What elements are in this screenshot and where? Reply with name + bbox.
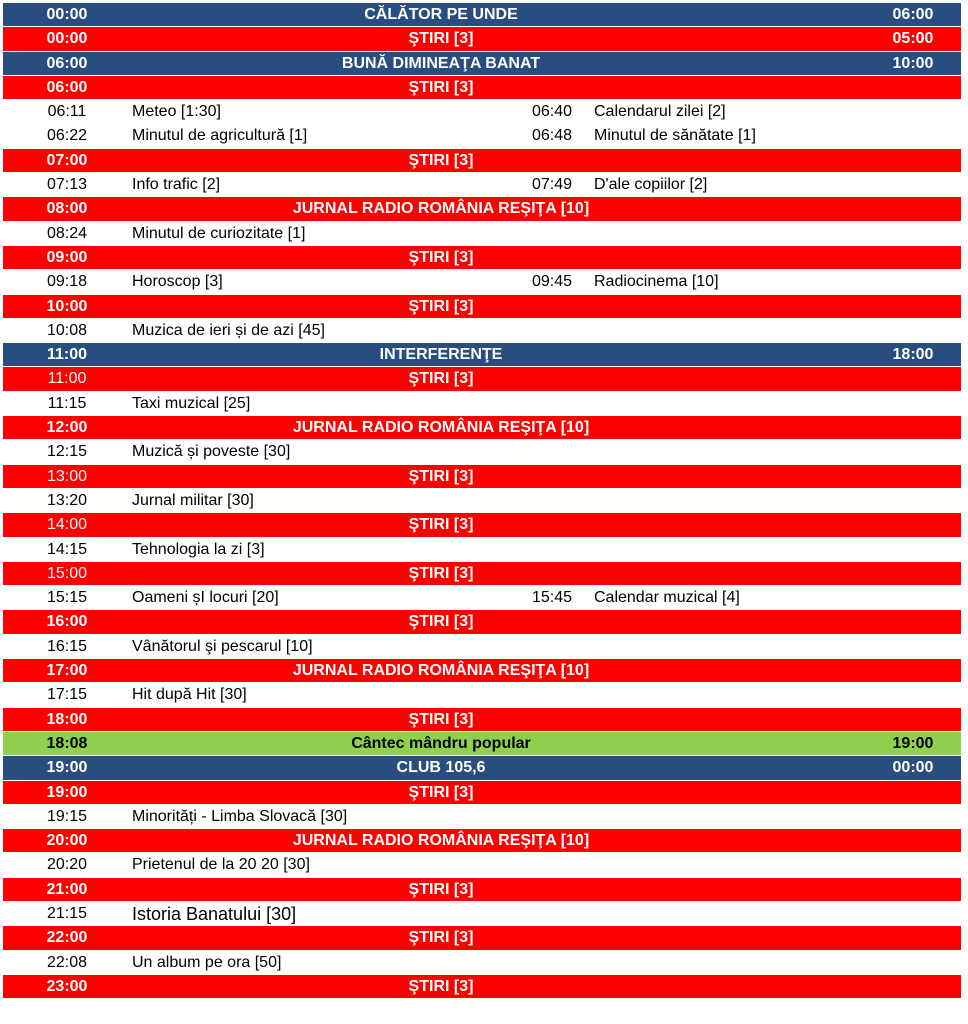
program-name-secondary: Calendarul zilei [2] (594, 103, 726, 121)
program-time: 10:08 (46, 321, 88, 339)
start-time: 06:00 (46, 78, 88, 96)
start-time: 22:00 (46, 929, 88, 947)
end-time: 00:00 (892, 759, 934, 777)
end-time: 18:00 (892, 346, 934, 364)
news-row (3, 416, 961, 440)
program-row (3, 538, 961, 562)
program-name: Meteo [1:30] (132, 103, 221, 121)
program-title: JURNAL RADIO ROMÂNIA REŞIŢA [10] (292, 662, 590, 680)
program-name: Jurnal militar [30] (132, 491, 254, 509)
program-row (3, 100, 961, 124)
program-title: ŞTIRI [3] (408, 151, 474, 169)
program-row (3, 586, 961, 610)
program-title: ŞTIRI [3] (408, 78, 474, 96)
news-row (3, 465, 961, 489)
program-row (3, 124, 961, 148)
program-title: ŞTIRI [3] (408, 248, 474, 266)
news-row (3, 829, 961, 853)
program-time: 08:24 (46, 224, 88, 242)
program-name: Vânătorul şi pescarul [10] (132, 637, 313, 655)
program-time: 17:15 (46, 686, 88, 704)
program-title: ŞTIRI [3] (408, 516, 474, 534)
program-title: BUNĂ DIMINEAŢA BANAT (341, 54, 541, 72)
program-row (3, 683, 961, 707)
program-title: JURNAL RADIO ROMÂNIA REŞIŢA [10] (292, 200, 590, 218)
show-header-row (3, 756, 961, 780)
program-name-secondary: Minutul de sănătate [1] (594, 127, 756, 145)
program-title: ŞTIRI [3] (408, 783, 474, 801)
start-time: 00:00 (46, 6, 88, 23)
program-row (3, 853, 961, 877)
program-time: 16:15 (46, 637, 88, 655)
program-name: Muzică și poveste [30] (132, 443, 291, 461)
start-time: 06:00 (46, 54, 88, 72)
start-time: 19:00 (46, 783, 88, 801)
start-time: 19:00 (46, 759, 88, 777)
program-row (3, 902, 961, 926)
program-title: ŞTIRI [3] (408, 30, 474, 48)
start-time: 18:00 (46, 710, 88, 728)
news-row (3, 76, 961, 100)
news-row (3, 659, 961, 683)
program-time: 15:15 (46, 589, 88, 607)
program-title: ŞTIRI [3] (408, 880, 474, 898)
program-title: ŞTIRI [3] (408, 929, 474, 947)
news-row (3, 197, 961, 221)
program-name: Tehnologia la zi [3] (132, 540, 265, 558)
program-row (3, 951, 961, 975)
show-header-row (3, 3, 961, 27)
program-row (3, 489, 961, 513)
program-time: 12:15 (46, 443, 88, 461)
start-time: 16:00 (46, 613, 88, 631)
program-name: Muzica de ieri și de azi [45] (132, 321, 325, 339)
start-time: 13:00 (46, 467, 88, 485)
program-name-secondary: D'ale copiilor [2] (594, 176, 708, 194)
start-time: 07:00 (46, 151, 88, 169)
news-row (3, 781, 961, 805)
program-title: ŞTIRI [3] (408, 467, 474, 485)
program-name: Info trafic [2] (132, 176, 221, 194)
news-row (3, 27, 961, 51)
end-time: 19:00 (892, 734, 934, 752)
start-time: 11:00 (47, 370, 87, 388)
news-row (3, 149, 961, 173)
program-name-secondary: Radiocinema [10] (594, 273, 719, 291)
start-time: 12:00 (46, 419, 88, 437)
program-time: 14:15 (46, 540, 88, 558)
start-time: 17:00 (46, 662, 88, 680)
program-title: ŞTIRI [3] (408, 613, 474, 631)
program-time: 13:20 (46, 491, 88, 509)
program-name: Hit după Hit [30] (132, 686, 247, 704)
program-name: Minorități - Limba Slovacă [30] (132, 807, 348, 825)
program-time: 06:11 (47, 103, 87, 121)
program-title: JURNAL RADIO ROMÂNIA REŞIŢA [10] (292, 419, 590, 437)
news-row (3, 878, 961, 902)
show-header-row (3, 343, 961, 367)
program-name: Taxi muzical [25] (132, 394, 251, 412)
program-name: Istoria Banatului [30] (132, 903, 297, 924)
news-row (3, 246, 961, 270)
program-time-secondary: 15:45 (531, 589, 573, 607)
start-time: 09:00 (46, 248, 88, 266)
program-time-secondary: 06:40 (531, 103, 573, 121)
show-header-row (3, 52, 961, 76)
program-name-secondary: Calendar muzical [4] (594, 589, 740, 607)
news-row (3, 295, 961, 319)
program-title: ŞTIRI [3] (408, 297, 474, 315)
program-title: CĂLĂTOR PE UNDE (364, 6, 518, 23)
program-title: ŞTIRI [3] (408, 370, 474, 388)
program-time: 11:15 (47, 394, 87, 412)
show-header-row (3, 732, 961, 756)
program-row (3, 805, 961, 829)
program-name: Minutul de curiozitate [1] (132, 224, 306, 242)
news-row (3, 562, 961, 586)
start-time: 23:00 (46, 977, 88, 995)
program-time: 21:15 (46, 904, 88, 922)
program-name: Prietenul de la 20 20 [30] (132, 856, 310, 874)
news-row (3, 975, 961, 999)
end-time: 06:00 (892, 6, 934, 23)
news-row (3, 367, 961, 391)
program-title: ŞTIRI [3] (408, 710, 474, 728)
start-time: 21:00 (46, 880, 88, 898)
program-title: INTERFERENŢE (379, 346, 503, 364)
program-time-secondary: 06:48 (531, 127, 573, 145)
program-schedule (3, 3, 961, 999)
program-name: Horoscop [3] (132, 273, 223, 291)
program-time-secondary: 09:45 (531, 273, 573, 291)
news-row (3, 513, 961, 537)
program-name: Un album pe ora [50] (132, 953, 282, 971)
program-title: Cântec mândru popular (351, 734, 531, 752)
start-time: 08:00 (46, 200, 88, 218)
program-row (3, 270, 961, 294)
start-time: 20:00 (46, 832, 88, 850)
program-row (3, 440, 961, 464)
program-time: 09:18 (46, 273, 88, 291)
start-time: 14:00 (46, 516, 88, 534)
program-time: 22:08 (46, 953, 88, 971)
news-row (3, 708, 961, 732)
news-row (3, 926, 961, 950)
start-time: 15:00 (46, 564, 88, 582)
program-row (3, 319, 961, 343)
program-row (3, 635, 961, 659)
program-time: 19:15 (46, 807, 88, 825)
end-time: 05:00 (892, 30, 934, 48)
start-time: 00:00 (46, 30, 88, 48)
program-time: 20:20 (46, 856, 88, 874)
program-title: ŞTIRI [3] (408, 564, 474, 582)
program-time-secondary: 07:49 (531, 176, 573, 194)
program-title: CLUB 105,6 (396, 759, 486, 777)
end-time: 10:00 (892, 54, 934, 72)
program-row (3, 392, 961, 416)
program-title: JURNAL RADIO ROMÂNIA REŞIŢA [10] (292, 832, 590, 850)
program-time: 07:13 (46, 176, 88, 194)
program-time: 06:22 (46, 127, 88, 145)
program-row (3, 173, 961, 197)
program-title: ŞTIRI [3] (408, 977, 474, 995)
start-time: 11:00 (46, 346, 88, 364)
start-time: 18:08 (46, 734, 88, 752)
start-time: 10:00 (46, 297, 88, 315)
program-name: Minutul de agricultură [1] (132, 127, 308, 145)
news-row (3, 610, 961, 634)
program-row (3, 222, 961, 246)
program-name: Oameni șI locuri [20] (132, 589, 279, 607)
